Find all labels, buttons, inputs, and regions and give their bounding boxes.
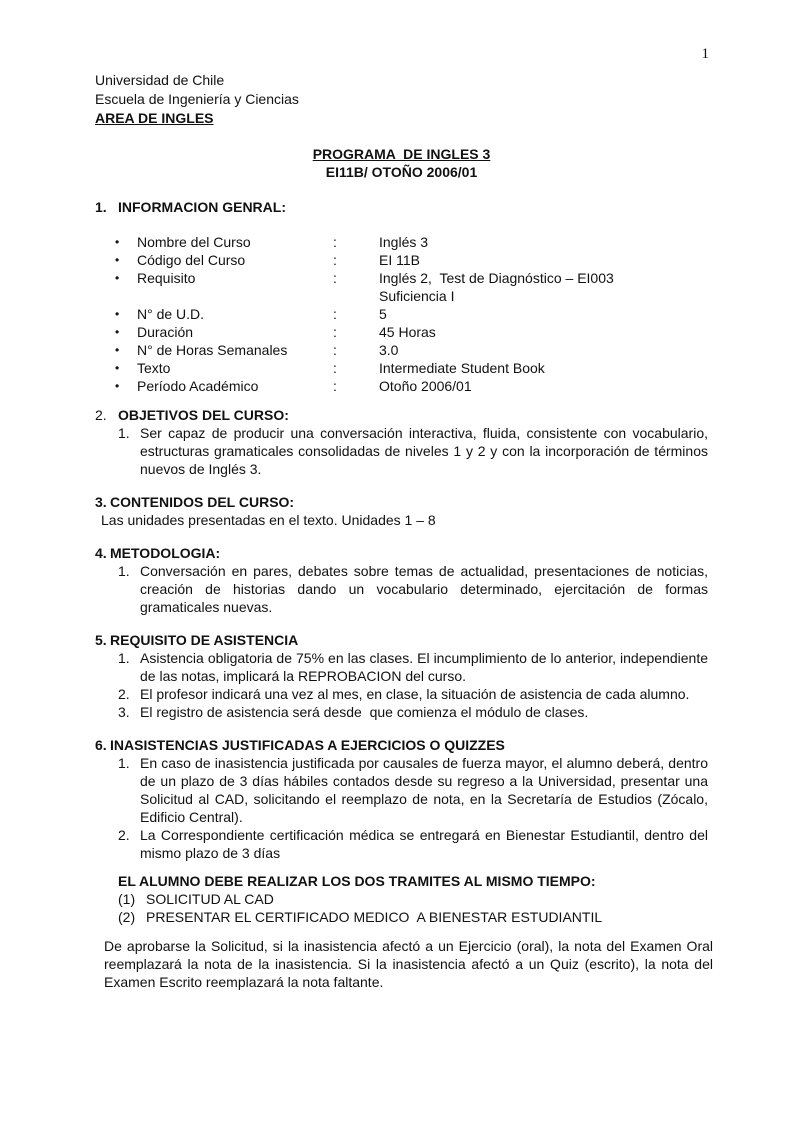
info-value: 5 bbox=[379, 306, 387, 322]
section-2-heading bbox=[95, 406, 708, 424]
bullet-icon: • bbox=[115, 253, 120, 267]
section-title: INASISTENCIAS JUSTIFICADAS A EJERCICIOS O QUIZZES bbox=[110, 737, 505, 753]
section-5-heading bbox=[95, 631, 708, 649]
section-number: 3. bbox=[95, 494, 107, 510]
section-number: 6. bbox=[95, 737, 107, 753]
info-colon: : bbox=[333, 234, 337, 250]
item-text: PRESENTAR EL CERTIFICADO MEDICO A BIENESTAR ESTUDIANTIL bbox=[146, 909, 603, 925]
info-colon: : bbox=[333, 306, 337, 322]
numbered-item bbox=[95, 826, 712, 862]
numbered-item bbox=[95, 424, 712, 478]
section-title: INFORMACION GENRAL: bbox=[118, 199, 286, 215]
info-label: Nombre del Curso bbox=[137, 234, 251, 250]
numbered-item bbox=[95, 754, 716, 826]
item-number: 1. bbox=[118, 563, 130, 579]
info-row bbox=[115, 341, 708, 359]
info-value: Inglés 3 bbox=[379, 234, 429, 250]
section-number: 1. bbox=[95, 199, 107, 215]
section-6-heading bbox=[95, 736, 708, 754]
item-text: Conversación en pares, debates sobre temas de actualidad, presentaciones de noticias, creación de historias dando un vocabulario determinado, ejercitación de formas gramaticales nuevas. bbox=[140, 563, 712, 615]
info-colon: : bbox=[333, 252, 337, 268]
contents-body: Las unidades presentadas en el texto. Unidades 1 – 8 bbox=[101, 512, 436, 528]
section-contenidos bbox=[95, 493, 708, 529]
item-number: 1. bbox=[118, 650, 130, 666]
info-colon: : bbox=[333, 360, 337, 376]
info-value: 45 Horas bbox=[379, 324, 436, 340]
info-row bbox=[115, 251, 708, 269]
section-1-heading bbox=[95, 198, 708, 216]
info-colon: : bbox=[333, 378, 337, 394]
info-row bbox=[115, 305, 708, 323]
area-heading: AREA DE INGLES bbox=[95, 110, 214, 126]
info-value-line2: Suficiencia I bbox=[379, 288, 455, 304]
info-value bbox=[379, 269, 708, 305]
bullet-icon: • bbox=[115, 307, 120, 321]
info-label: Duración bbox=[137, 324, 194, 340]
info-label: N° de U.D. bbox=[137, 306, 205, 322]
section-asistencia bbox=[95, 631, 712, 721]
info-value-line1: Inglés 2, Test de Diagnóstico – EI003 bbox=[379, 270, 614, 286]
info-label: Código del Curso bbox=[137, 252, 246, 268]
notice-block bbox=[118, 872, 708, 926]
section-title: OBJETIVOS DEL CURSO: bbox=[118, 407, 289, 423]
item-text: En caso de inasistencia justificada por causales de fuerza mayor, el alumno deberá, dentro de un plazo de 3 días hábiles contados desde su regreso a la Universidad, presentar una Solicitud al CAD, solicitando el reemplazo de nota, en la Secretaría de Estudios (Zócalo, Edificio Central). bbox=[140, 755, 716, 825]
item-text: El registro de asistencia será desde que comienza el módulo de clases. bbox=[140, 704, 589, 720]
section-title: REQUISITO DE ASISTENCIA bbox=[110, 632, 299, 648]
section-title: CONTENIDOS DEL CURSO: bbox=[110, 494, 295, 510]
info-row bbox=[115, 323, 708, 341]
info-label: N° de Horas Semanales bbox=[137, 342, 288, 358]
info-colon: : bbox=[333, 270, 337, 286]
item-number: 2. bbox=[118, 686, 130, 702]
section-4-heading bbox=[95, 544, 708, 562]
school-name: Escuela de Ingeniería y Ciencias bbox=[95, 91, 299, 107]
bullet-icon: • bbox=[115, 235, 120, 249]
section-title: METODOLOGIA: bbox=[110, 545, 221, 561]
info-row bbox=[115, 359, 708, 377]
course-info-list bbox=[115, 233, 708, 395]
item-text: SOLICITUD AL CAD bbox=[146, 891, 274, 907]
item-text: Asistencia obligatoria de 75% en las clases. El incumplimiento de lo anterior, independiente de las notas, implicará la REPROBACION del curso. bbox=[140, 650, 712, 684]
section-3-heading bbox=[95, 493, 708, 511]
document-title-block bbox=[95, 145, 708, 181]
info-label: Período Académico bbox=[137, 378, 259, 394]
section-number: 5. bbox=[95, 632, 107, 648]
section-number: 2. bbox=[95, 407, 107, 423]
page-number: 1 bbox=[701, 46, 709, 62]
section-number: 4. bbox=[95, 545, 107, 561]
info-value: 3.0 bbox=[379, 342, 399, 358]
item-number: 2. bbox=[118, 827, 130, 843]
info-value: Otoño 2006/01 bbox=[379, 378, 472, 394]
item-number: (2) bbox=[118, 909, 136, 925]
numbered-item bbox=[95, 649, 712, 685]
item-number: (1) bbox=[118, 891, 136, 907]
item-text: Ser capaz de producir una conversación interactiva, fluida, consistente con vocabulario, estructuras gramaticales consolidadas de niveles 1 y 2 y con la incorporación de términos nuevos de Inglés 3. bbox=[140, 425, 712, 477]
item-number: 3. bbox=[118, 704, 130, 720]
section-inasistencias bbox=[95, 736, 716, 862]
info-value: EI 11B bbox=[379, 252, 420, 268]
section-metodologia bbox=[95, 544, 712, 616]
info-value: Intermediate Student Book bbox=[379, 360, 545, 376]
notice-item bbox=[118, 890, 708, 908]
info-label: Texto bbox=[137, 360, 171, 376]
bullet-icon: • bbox=[115, 325, 120, 339]
closing-paragraph: De aprobarse la Solicitud, si la inasistencia afectó a un Ejercicio (oral), la nota del Examen Oral reemplazará la nota de la inasistencia. Si la inasistencia afectó a un Quiz (escrito), la nota del Examen Escrito reemplazará la nota faltante. bbox=[104, 938, 721, 990]
bullet-icon: • bbox=[115, 343, 120, 357]
numbered-item bbox=[95, 703, 708, 721]
numbered-item bbox=[95, 562, 712, 616]
program-title: PROGRAMA DE INGLES 3 bbox=[312, 146, 491, 162]
info-colon: : bbox=[333, 342, 337, 358]
info-row bbox=[115, 269, 708, 305]
item-text: El profesor indicará una vez al mes, en clase, la situación de asistencia de cada alumno. bbox=[140, 686, 690, 702]
bullet-icon: • bbox=[115, 361, 120, 375]
numbered-item bbox=[95, 685, 708, 703]
info-row bbox=[115, 377, 708, 395]
section-objetivos bbox=[95, 406, 712, 478]
letterhead bbox=[95, 71, 708, 128]
program-subtitle: EI11B/ OTOÑO 2006/01 bbox=[325, 164, 478, 180]
item-number: 1. bbox=[118, 755, 130, 771]
bullet-icon: • bbox=[115, 271, 120, 285]
bullet-icon: • bbox=[115, 379, 120, 393]
notice-item bbox=[118, 908, 708, 926]
notice-heading: EL ALUMNO DEBE REALIZAR LOS DOS TRAMITES AL MISMO TIEMPO: bbox=[118, 873, 596, 889]
info-row bbox=[115, 233, 708, 251]
info-label: Requisito bbox=[137, 270, 196, 286]
item-number: 1. bbox=[118, 425, 130, 441]
university-name: Universidad de Chile bbox=[95, 72, 225, 88]
info-colon: : bbox=[333, 324, 337, 340]
item-text: La Correspondiente certificación médica se entregará en Bienestar Estudiantil, dentro del mismo plazo de 3 días bbox=[140, 827, 712, 861]
